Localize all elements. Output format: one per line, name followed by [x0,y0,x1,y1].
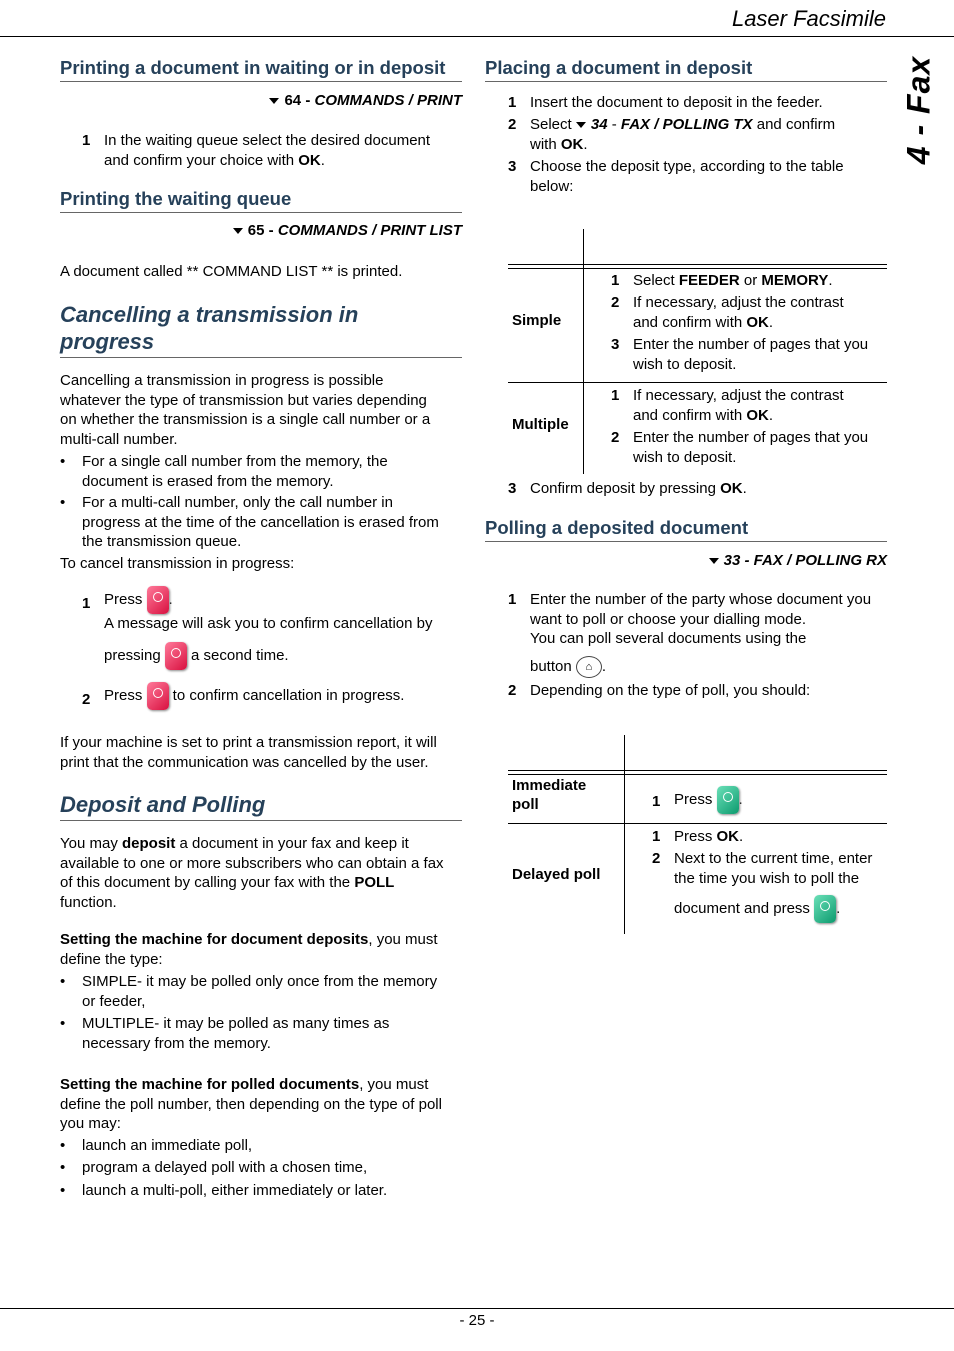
section-heading-placing-deposit: Placing a document in deposit [485,57,887,82]
menu-arrow-icon [709,558,719,564]
chapter-tab [900,55,937,165]
page-number: - 25 - [459,1312,495,1329]
section-heading-print-queue: Printing the waiting queue [60,188,462,213]
command-list-text: A document called ** COMMAND LIST ** is printed. [60,263,403,280]
step-1-cancel: 1 Press . A message will ask you to confirm cancellation by pressing a second time. [82,586,462,676]
stop-key-icon [147,586,169,614]
footer-rule [0,1308,954,1309]
menu-arrow-icon [576,122,586,128]
section-heading-print-waiting: Printing a document in waiting or in deposit [60,57,462,82]
section-heading-deposit-polling: Deposit and Polling [60,791,462,821]
cancel-instruction: To cancel transmission in progress: [60,555,295,572]
document-header-title: Laser Facsimile [731,6,886,31]
poll-setting-intro: Setting the machine for polled documents, you must define the poll number, then depending on the type of poll you may: [60,1076,442,1132]
menu-path-65: 65 - COMMANDS / PRINT LIST [60,222,462,239]
delayed-step-2: 2 Next to the current time, enter the time you wish to poll the document and press . [652,849,888,929]
cancel-report-note: If your machine is set to print a transmission report, it will print that the communication was cancelled by the user. [60,734,437,771]
deposit-type-multiple: Multiple [512,416,569,433]
menu-path-33: 33 - FAX / POLLING RX [485,552,887,569]
deposit-setting-intro: Setting the machine for document deposits, you must define the type: [60,931,438,968]
poll-type-immediate: Immediate poll [512,777,587,813]
stop-key-icon [165,642,187,670]
menu-path-64: 64 - COMMANDS / PRINT [60,92,462,109]
section-heading-polling: Polling a deposited document [485,517,887,542]
menu-arrow-icon [233,228,243,234]
deposit-intro: You may deposit a document in your fax and keep it available to one or more subscribers who can obtain a fax of this document by calling your fax with the POLL function. [60,835,444,911]
start-key-icon [814,895,836,923]
menu-arrow-icon [269,98,279,104]
start-key-icon [717,786,739,814]
multi-poll-button-icon: ⌂ [576,656,602,678]
chapter-tab-label: 4 - Fax [900,55,937,165]
stop-key-icon [147,682,169,710]
step-1-polling: 1 Enter the number of the party whose document you want to poll or choose your dialling mode. You can poll several documents using the button ⌂ . [508,590,888,680]
cancel-intro-paragraph: Cancelling a transmission in progress is possible whatever the type of transmission but varies depending on whether the transmission is a single call number or a multi-call number. [60,372,431,448]
deposit-type-simple: Simple [512,312,562,329]
header-rule [0,36,954,37]
poll-type-delayed: Delayed poll [512,866,601,883]
section-heading-cancel: Cancelling a transmission in progress [60,301,462,358]
